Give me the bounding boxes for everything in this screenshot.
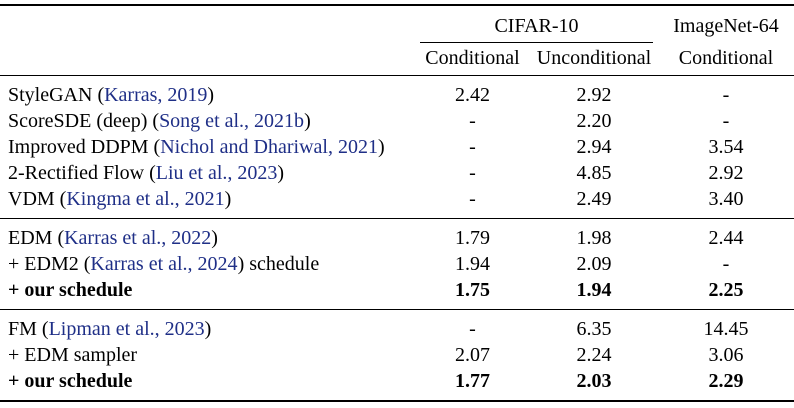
- table-section-0: [0, 76, 794, 219]
- label-text: VDM (: [8, 188, 67, 210]
- label-text: Improved DDPM (: [8, 136, 161, 158]
- value-cell: 2.92: [708, 162, 744, 184]
- method-label: [0, 160, 415, 186]
- citation-link[interactable]: Song et al., 2021b: [159, 110, 305, 132]
- label-text: ScoreSDE (deep) (: [8, 110, 160, 132]
- method-label: [0, 186, 415, 219]
- value-cell: 3.54: [708, 136, 744, 158]
- label-text: ) schedule: [237, 253, 320, 275]
- value-cell: 2.49: [576, 188, 612, 210]
- column-header-cifar10-unconditional: Unconditional: [536, 47, 652, 69]
- label-text: ): [224, 188, 232, 210]
- value-cell: 2.94: [576, 136, 612, 158]
- dataset-header-cifar10: CIFAR-10: [415, 5, 658, 43]
- value-cell: -: [722, 84, 730, 106]
- value-cell: -: [722, 110, 730, 132]
- value-cell: 2.42: [455, 84, 490, 106]
- value-cell: -: [469, 162, 476, 184]
- table-row: [0, 342, 794, 368]
- label-text: 2-Rectified Flow (: [8, 162, 156, 184]
- table-section-2: [0, 310, 794, 402]
- label-text: ): [304, 110, 311, 132]
- method-label: [0, 108, 415, 134]
- citation-link[interactable]: Kingma et al., 2021: [66, 188, 225, 210]
- label-text: ): [211, 227, 218, 249]
- value-cell: 2.25: [708, 279, 744, 301]
- value-cell: 2.44: [708, 227, 744, 249]
- method-label: [0, 277, 415, 310]
- table-header: [0, 5, 794, 76]
- value-cell: -: [469, 318, 476, 340]
- label-text: FM (: [8, 318, 49, 340]
- citation-link[interactable]: Karras, 2019: [104, 84, 208, 106]
- method-label: [0, 310, 415, 343]
- method-label: [0, 342, 415, 368]
- value-cell: 2.24: [576, 344, 612, 366]
- method-label: [0, 368, 415, 401]
- label-text: ): [207, 84, 215, 106]
- value-cell: 3.06: [708, 344, 744, 366]
- table-row: [0, 368, 794, 401]
- dataset-header-imagenet64: ImageNet-64: [673, 15, 779, 37]
- label-text: + EDM2 (: [8, 253, 91, 275]
- citation-link[interactable]: Nichol and Dhariwal, 2021: [160, 136, 378, 158]
- citation-link[interactable]: Karras et al., 2022: [64, 227, 212, 249]
- method-label: [0, 134, 415, 160]
- dataset-group-row: [0, 5, 794, 43]
- table-row: [0, 160, 794, 186]
- value-cell: 3.40: [708, 188, 744, 210]
- value-cell: 1.77: [455, 370, 490, 392]
- value-cell: -: [469, 136, 476, 158]
- value-cell: 2.92: [576, 84, 612, 106]
- value-cell: 2.29: [708, 370, 744, 392]
- label-text: + EDM sampler: [8, 344, 138, 366]
- value-cell: 14.45: [703, 318, 749, 340]
- value-cell: -: [469, 188, 476, 210]
- value-cell: 2.20: [576, 110, 612, 132]
- method-label: [0, 76, 415, 109]
- table-row: [0, 134, 794, 160]
- condition-header-row: [0, 43, 794, 76]
- value-cell: 6.35: [576, 318, 612, 340]
- citation-link[interactable]: Karras et al., 2024: [90, 253, 238, 275]
- table-row: [0, 219, 794, 252]
- value-cell: 2.03: [576, 370, 612, 392]
- column-header-cifar10-conditional: Conditional: [425, 47, 520, 69]
- table-row: [0, 76, 794, 109]
- table-row: [0, 186, 794, 219]
- label-text: StyleGAN (: [8, 84, 105, 106]
- method-label: [0, 219, 415, 252]
- table-row: [0, 310, 794, 343]
- column-header-imagenet64-conditional: Conditional: [678, 47, 774, 69]
- label-text: ): [377, 136, 385, 158]
- table-row: [0, 251, 794, 277]
- value-cell: 2.09: [576, 253, 612, 275]
- value-cell: 1.98: [576, 227, 612, 249]
- table-row: [0, 108, 794, 134]
- label-text: + our schedule: [8, 370, 133, 392]
- citation-link[interactable]: Liu et al., 2023: [155, 162, 278, 184]
- value-cell: 1.75: [455, 279, 490, 301]
- value-cell: 2.07: [455, 344, 490, 366]
- value-cell: 1.94: [576, 279, 612, 301]
- label-text: EDM (: [8, 227, 65, 249]
- value-cell: 1.79: [455, 227, 490, 249]
- value-cell: -: [469, 110, 476, 132]
- empty-header-cell: [0, 5, 415, 43]
- method-label: [0, 251, 415, 277]
- label-text: + our schedule: [8, 279, 133, 301]
- value-cell: 1.94: [455, 253, 490, 275]
- table-section-1: [0, 219, 794, 310]
- empty-header-cell: [0, 43, 415, 76]
- table-row: [0, 277, 794, 310]
- label-text: ): [277, 162, 285, 184]
- value-cell: 4.85: [576, 162, 612, 184]
- results-table: [0, 4, 794, 402]
- label-text: ): [204, 318, 212, 340]
- value-cell: -: [722, 253, 730, 275]
- citation-link[interactable]: Lipman et al., 2023: [48, 318, 205, 340]
